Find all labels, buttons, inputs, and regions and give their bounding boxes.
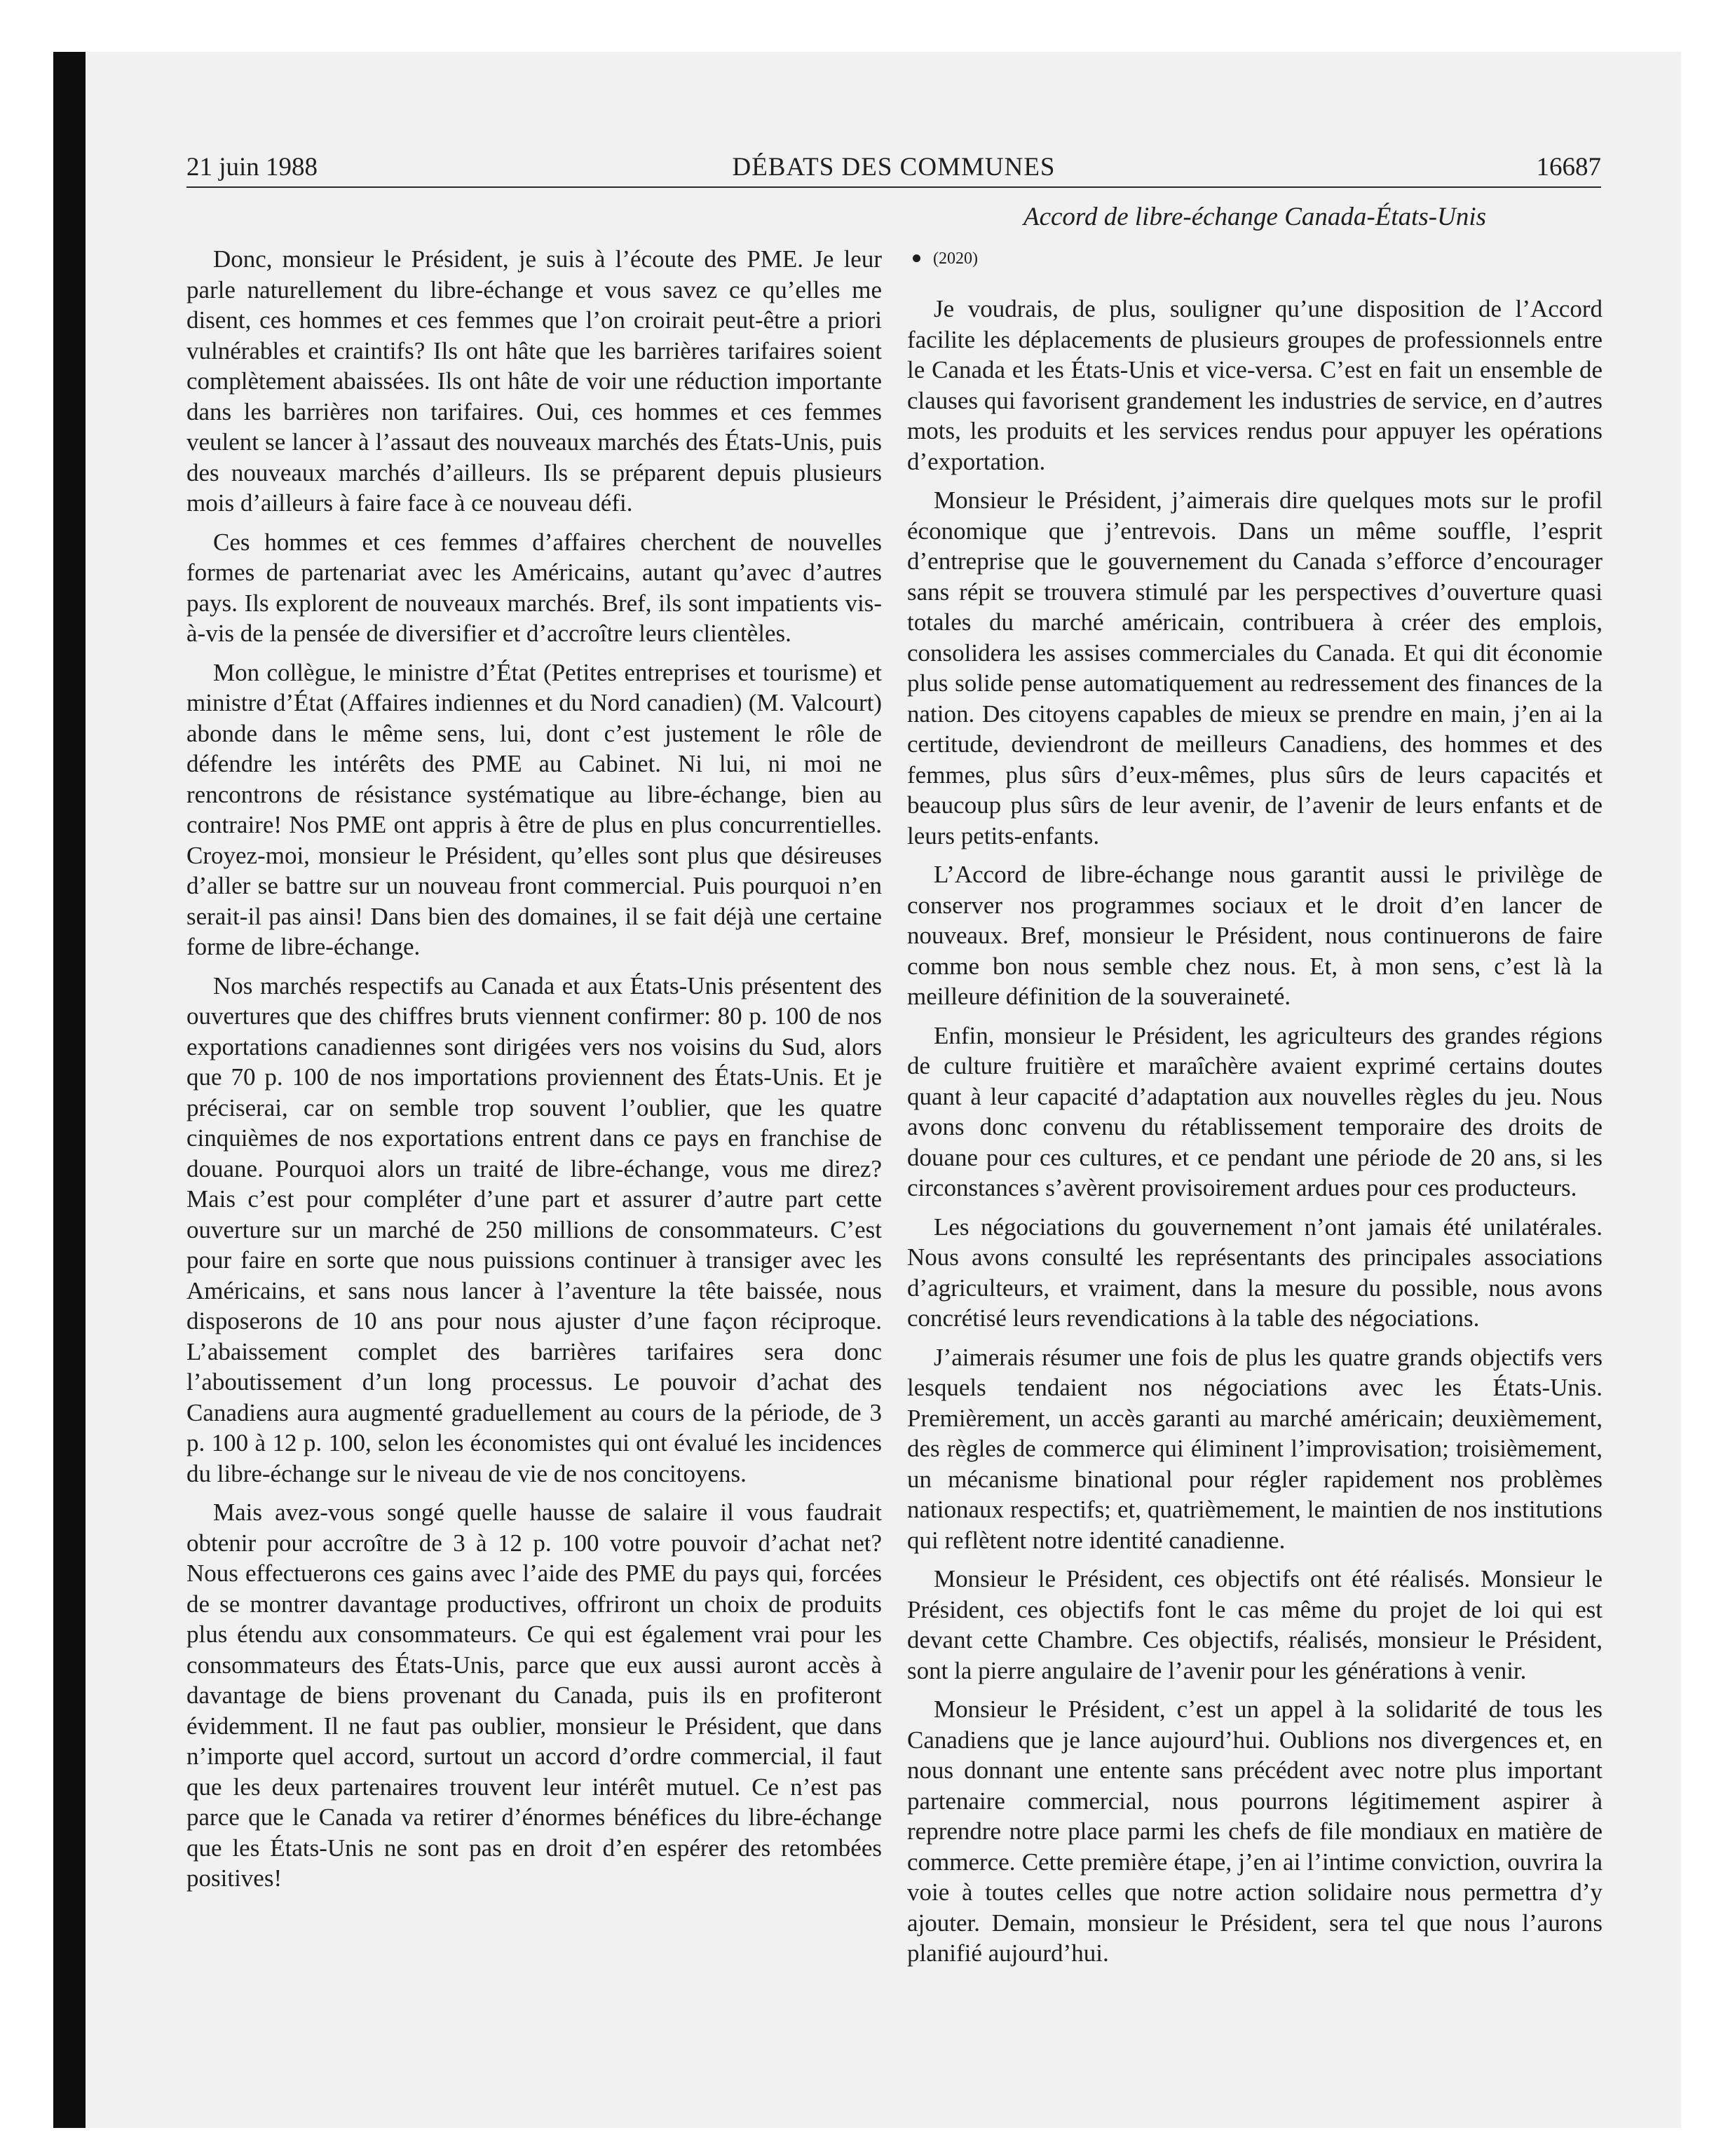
paragraph: Nos marchés respectifs au Canada et aux États-Unis présentent des ouvertures que des chiffres bruts viennent confirmer: 80 p. 100 de nos exportations canadiennes sont dirigées vers nos voisins du Sud, alors que 70 p. 100 de nos importations proviennent des États-Unis. Et je préciserai, car on semble trop souvent l’oublier, que les quatre cinquièmes de nos exportations entrent dans ce pays en franchise de douane. Pourquoi alors un traité de libre-échange, vous me direz? Mais c’est pour compléter d’une part et assurer d’autre part cette ouverture sur un marché de 250 millions de consommateurs. C’est pour faire en sorte que nous puissions continuer à transiger avec les Américains, et sans nous lancer à l’aventure la tête baissée, nous disposerons de 10 ans pour nous ajuster d’une façon réciproque. L’abaissement complet des barrières tarifaires sera donc l’aboutissement d’un long processus. Le pouvoir d’achat des Canadiens aura augmenté graduellement au cours de la période, de 3 p. 100 à 12 p. 100, selon les économistes qui ont évalué les incidences du libre-échange sur le niveau de vie de nos concitoyens. — [186, 971, 882, 1487]
scan-edge-bar — [53, 52, 86, 2128]
section-title: Accord de libre-échange Canada-États-Unis — [1023, 203, 1487, 231]
header-date: 21 juin 1988 — [186, 153, 318, 182]
paragraph: Monsieur le Président, j’aimerais dire quelques mots sur le profil économique que j’entrevois. Dans un même souffle, l’esprit d’entreprise que le gouvernement du Canada s’efforce d’encourager sans répit se trouvera stimulé par les perspectives d’ouverture quasi totales du marché américain, contribuera à créer des emplois, consolidera les assises commerciales du Canada. Et qui dit économie plus solide pense automatiquement au redressement des finances de la nation. Des citoyens capables de mieux se prendre en main, j’en ai la certitude, deviendront de meilleurs Canadiens, des hommes et des femmes, plus sûrs d’eux-mêmes, plus sûrs de leurs capacités et beaucoup plus sûrs de leur avenir, de l’avenir de leurs enfants et de leurs petits-enfants. — [907, 486, 1603, 850]
paragraph: Les négociations du gouvernement n’ont jamais été unilatérales. Nous avons consulté les représentants des principales associations d’agriculteurs, et vraiment, dans la mesure du possible, nous avons concrétisé leurs revendications à la table des négociations. — [907, 1213, 1603, 1332]
paragraph: Monsieur le Président, ces objectifs ont été réalisés. Monsieur le Président, ces objectifs font le cas même du projet de loi qui est devant cette Chambre. Ces objectifs, réalisés, monsieur le Président, sont la pierre angulaire de l’avenir pour les générations à venir. — [907, 1565, 1603, 1684]
paragraph: Enfin, monsieur le Président, les agriculteurs des grandes régions de culture fruitière et maraîchère avaient exprimé certains doutes quant à leur capacité d’adaptation aux nouvelles règles du jeu. Nous avons donc convenu du rétablissement temporaire des droits de douane pour ces cultures, et ce pendant une période de 20 ans, si les circonstances s’avèrent provisoirement ardues pour ces producteurs. — [907, 1021, 1603, 1201]
paragraph: Monsieur le Président, c’est un appel à la solidarité de tous les Canadiens que je lance aujourd’hui. Oublions nos divergences et, en nous donnant une entente sans précédent avec notre plus important partenaire commercial, nous pourrons légitimement aspirer à reprendre notre place parmi les chefs de file mondiaux en matière de commerce. Cette première étape, j’en ai l’intime conviction, ouvrira la voie à toutes celles que notre action solidaire nous permettra d’y ajouter. Demain, monsieur le Président, sera tel que nous l’aurons planifié aujourd’hui. — [907, 1696, 1603, 1967]
paragraph: Mon collègue, le ministre d’État (Petites entreprises et tourisme) et ministre d’État (Affaires indiennes et du Nord canadien) (M. Valcourt) abonde dans le même sens, lui, dont c’est justement le rôle de défendre les intérêts des PME au Cabinet. Ni lui, ni moi ne rencontrons de résistance systématique au libre-échange, bien au contraire! Nos PME ont appris à être de plus en plus concurrentielles. Croyez-moi, monsieur le Président, qu’elles sont plus que désireuses d’aller se battre sur un nouveau front commercial. Puis pourquoi n’en serait-il pas ainsi! Dans bien des domaines, il se fait déjà une certaine forme de libre-échange. — [186, 658, 882, 960]
time-marker-text: (2020) — [933, 250, 978, 268]
right-column — [907, 244, 1603, 1977]
header-rule — [186, 186, 1601, 188]
paragraph: J’aimerais résumer une fois de plus les quatre grands objectifs vers lesquels tendaient nos négociations avec les États-Unis. Premièrement, un accès garanti au marché américain; deuxièmement, des règles de commerce qui éliminent l’improvisation; troisièmement, un mécanisme binational pour régler rapidement nos problèmes nationaux respectifs; et, quatrièmement, le maintien de nos institutions qui reflètent notre identité canadienne. — [907, 1343, 1603, 1554]
page-header — [186, 150, 1601, 185]
paragraph: Ces hommes et ces femmes d’affaires cherchent de nouvelles formes de partenariat avec les Américains, autant qu’avec d’autres pays. Ils explorent de nouveaux marchés. Bref, ils sont impatients vis-à-vis de la pensée de diversifier et d’accroître leurs clientèles. — [186, 528, 882, 647]
paragraph: Donc, monsieur le Président, je suis à l’écoute des PME. Je leur parle naturellement du libre-échange et vous savez ce qu’elles me disent, ces hommes et ces femmes que l’on croirait peut-être a priori vulnérables et craintifs? Ils ont hâte que les barrières tarifaires soient complètement abaissées. Ils ont hâte de voir une réduction importante dans les barrières non tarifaires. Oui, ces hommes et ces femmes veulent se lancer à l’assaut des nouveaux marchés des États-Unis, puis des nouveaux marchés d’ailleurs. Ils se préparent depuis plusieurs mois d’ailleurs à faire face à ce nouveau défi. — [186, 245, 882, 517]
paragraph: L’Accord de libre-échange nous garantit aussi le privilège de conserver nos programmes sociaux et le droit d’en lancer de nouveaux. Bref, monsieur le Président, nous continuerons de faire comme bon nous semble chez nous. Et, à mon sens, c’est là la meilleure définition de la souveraineté. — [907, 861, 1603, 1010]
header-title: DÉBATS DES COMMUNES — [732, 153, 1056, 182]
left-column — [186, 244, 882, 1902]
paragraph: Mais avez-vous songé quelle hausse de salaire il vous faudrait obtenir pour accroître de 3 à 12 p. 100 votre pouvoir d’achat net? Nous effectuerons ces gains avec l’aide des PME du pays qui, forcées de se montrer davantage productives, offriront un choix de produits plus étendu aux consommateurs. Ce qui est également vrai pour les consommateurs des États-Unis, parce que eux aussi auront accès à davantage de biens provenant du Canada, puis ils en profiteront évidemment. Il ne faut pas oublier, monsieur le Président, que dans n’importe quel accord, surtout un accord d’ordre commercial, il faut que les deux partenaires trouvent leur intérêt mutuel. Ce n’est pas parce que le Canada va retirer d’énormes bénéfices du libre-échange que les États-Unis ne sont pas en droit d’en espérer des retombées positives! — [186, 1499, 882, 1892]
header-page-number: 16687 — [1536, 153, 1601, 182]
bullet-dot-icon — [913, 254, 920, 262]
paragraph: Je voudrais, de plus, souligner qu’une disposition de l’Accord facilite les déplacements de plusieurs groupes de professionnels entre le Canada et les États-Unis et vice-versa. C’est en fait un ensemble de clauses qui favorisent grandement les industries de service, en d’autres mots, les produits et les services rendus pour appuyer les opérations d’exportation. — [907, 295, 1603, 475]
time-marker — [907, 244, 1603, 274]
